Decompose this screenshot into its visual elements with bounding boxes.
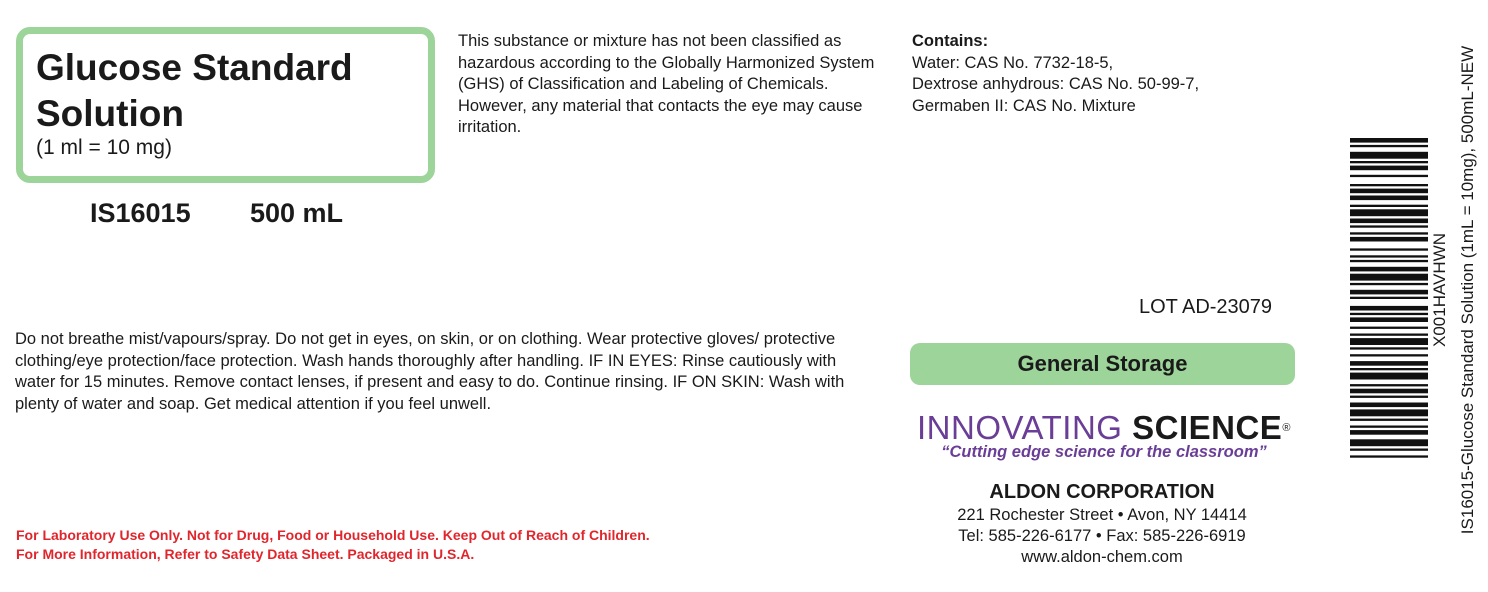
- contains-item: Water: CAS No. 7732-18-5,: [912, 53, 1114, 72]
- barcode-bar: [1350, 189, 1428, 194]
- contains-item: Dextrose anhydrous: CAS No. 50-99-7,: [912, 75, 1200, 93]
- contains-section: [912, 31, 1332, 117]
- concentration: (1 ml = 10 mg): [36, 136, 172, 159]
- contains-item: Germaben II: CAS No. Mixture: [912, 96, 1136, 115]
- barcode-bar: [1350, 449, 1428, 451]
- barcode-bar: [1350, 209, 1428, 216]
- barcode-code: X001HAVHWN: [1430, 233, 1449, 347]
- usage-warning: [16, 526, 886, 564]
- manufacturer-website: www.aldon-chem.com: [1021, 548, 1183, 566]
- barcode-bar: [1350, 338, 1428, 345]
- barcode-bar: [1350, 152, 1428, 159]
- barcode-bar: [1350, 161, 1428, 163]
- barcode-bar: [1350, 205, 1428, 207]
- barcode: [1350, 138, 1428, 460]
- volume: 500 mL: [250, 198, 344, 228]
- brand-tagline: “Cutting edge science for the classroom”: [941, 443, 1267, 461]
- manufacturer-name: ALDON CORPORATION: [989, 481, 1215, 503]
- barcode-bar: [1350, 196, 1428, 201]
- barcode-bar: [1350, 237, 1428, 242]
- usage-warning-line1: For Laboratory Use Only. Not for Drug, Food or Household Use. Keep Out of Reach of Children.: [16, 527, 650, 543]
- product-title-line2: Solution: [36, 93, 184, 134]
- manufacturer-address: 221 Rochester Street • Avon, NY 14414: [957, 506, 1247, 524]
- barcode-bar: [1350, 317, 1428, 322]
- barcode-bar: [1350, 361, 1428, 366]
- barcode-bar: [1350, 430, 1428, 435]
- manufacturer-phone: Tel: 585-226-6177 • Fax: 585-226-6919: [958, 527, 1246, 545]
- precautionary-statements: Do not breathe mist/vapours/spray. Do not get in eyes, on skin, or on clothing. Wear protective gloves/ protective clothing/eye protection/face protection. Wash hands thoroughly after handling. IF IN EYES: Rinse cautiously with water for 15 minutes. Remove contact lenses, if present and easy to do. Continue rinsing. IF ON SKIN: Wash with plenty of water and soap. Get medical attention if you feel unwell.: [15, 330, 845, 413]
- product-title: [36, 45, 426, 137]
- barcode-bar: [1350, 403, 1428, 408]
- barcode-bar: [1350, 419, 1428, 421]
- manufacturer-block: [902, 480, 1302, 568]
- barcode-bar: [1350, 373, 1428, 380]
- barcode-bar: [1350, 175, 1428, 177]
- contains-heading: Contains:: [912, 32, 989, 50]
- barcode-bar: [1350, 232, 1428, 234]
- barcode-bar: [1350, 138, 1428, 143]
- barcode-bar: [1350, 260, 1428, 262]
- barcode-description: IS16015-Glucose Standard Solution (1mL = 10mg), 500mL-NEW: [1458, 45, 1477, 535]
- barcode-bar: [1350, 145, 1428, 147]
- storage-label: General Storage: [1017, 351, 1188, 376]
- barcode-bar: [1350, 255, 1428, 257]
- product-title-line1: Glucose Standard: [36, 47, 353, 88]
- brand-logo: [917, 408, 1291, 448]
- usage-warning-line2: For More Information, Refer to Safety Data Sheet. Packaged in U.S.A.: [16, 546, 475, 562]
- barcode-bar: [1350, 166, 1428, 171]
- barcode-bar: [1350, 426, 1428, 428]
- registered-mark: ®: [1282, 422, 1291, 434]
- ghs-statement: This substance or mixture has not been classified as hazardous according to the Globally Harmonized System (GHS) of Classification and Labeling of Chemicals. However, any material that contacts the eye may cause irritation.: [458, 32, 875, 136]
- lot-number: LOT AD-23079: [1139, 296, 1273, 318]
- storage-badge: [910, 343, 1295, 385]
- barcode-bar: [1350, 313, 1428, 315]
- barcode-bar: [1350, 384, 1428, 386]
- barcode-bar: [1350, 219, 1428, 224]
- barcode-bar: [1350, 354, 1428, 356]
- barcode-bar: [1350, 439, 1428, 446]
- barcode-bar: [1350, 306, 1428, 311]
- barcode-bar: [1350, 396, 1428, 398]
- barcode-bar: [1350, 327, 1428, 329]
- brand-word-innovating: INNOVATING: [917, 409, 1123, 446]
- barcode-bar: [1350, 184, 1428, 186]
- brand-word-science: SCIENCE: [1132, 409, 1283, 446]
- barcode-bar: [1350, 225, 1428, 227]
- barcode-bar: [1350, 347, 1428, 349]
- catalog-number: IS16015: [90, 198, 191, 228]
- barcode-bar: [1350, 290, 1428, 295]
- barcode-bar: [1350, 267, 1428, 272]
- barcode-bar: [1350, 455, 1428, 457]
- barcode-bar: [1350, 389, 1428, 394]
- barcode-bar: [1350, 368, 1428, 370]
- barcode-bar: [1350, 274, 1428, 281]
- barcode-bar: [1350, 297, 1428, 299]
- barcode-bar: [1350, 283, 1428, 285]
- barcode-bar: [1350, 334, 1428, 336]
- barcode-bar: [1350, 248, 1428, 250]
- barcode-bar: [1350, 409, 1428, 416]
